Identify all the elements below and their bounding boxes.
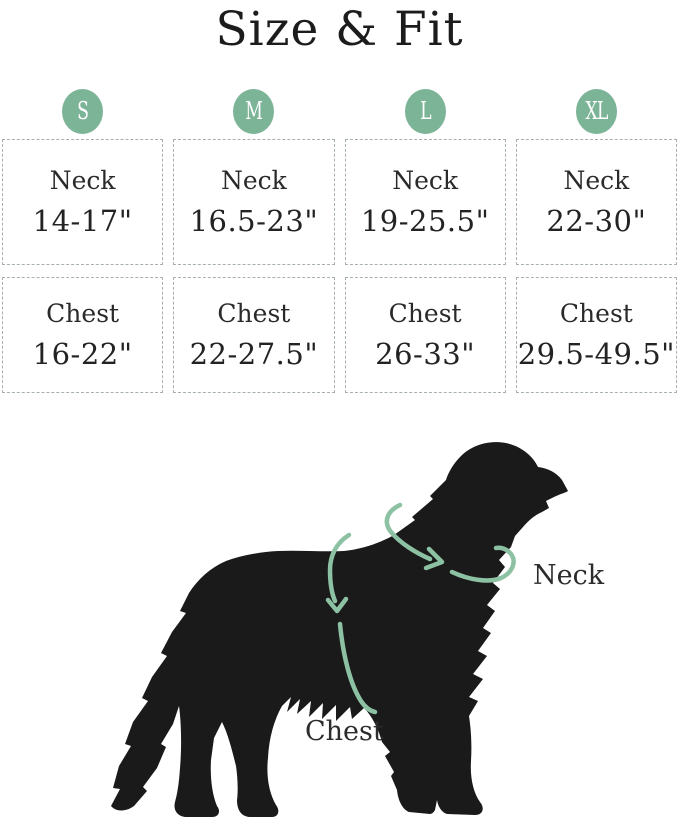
size-badge-s-label: S [77,97,89,125]
neck-cell-l-label: Neck [392,166,459,195]
chest-cell-xl-label: Chest [559,299,633,328]
chest-diagram-label: Chest [305,716,384,747]
chest-cell-m-label: Chest [217,299,291,328]
neck-cell-xl-value: 22-30" [546,204,647,238]
chest-cell-m-value: 22-27.5" [189,337,319,371]
neck-diagram-label: Neck [533,560,605,591]
size-badge-xl-label: XL [585,97,608,125]
neck-cell-l-value: 19-25.5" [360,204,490,238]
chest-cell-s-label: Chest [46,299,120,328]
chest-cell-l-value: 26-33" [375,337,476,371]
chest-cell-s-value: 16-22" [32,337,133,371]
neck-cell-s-label: Neck [49,166,116,195]
chest-cell-l-label: Chest [388,299,462,328]
size-badge-l-label: L [419,97,431,125]
size-badge-m-label: M [245,97,263,125]
neck-cell-m-label: Neck [220,166,287,195]
chest-cell-xl-value: 29.5-49.5" [517,337,676,371]
neck-cell-m-value: 16.5-23" [189,204,319,238]
neck-cell-xl-label: Neck [563,166,630,195]
page-title: Size & Fit [215,2,464,57]
neck-cell-s-value: 14-17" [32,204,133,238]
